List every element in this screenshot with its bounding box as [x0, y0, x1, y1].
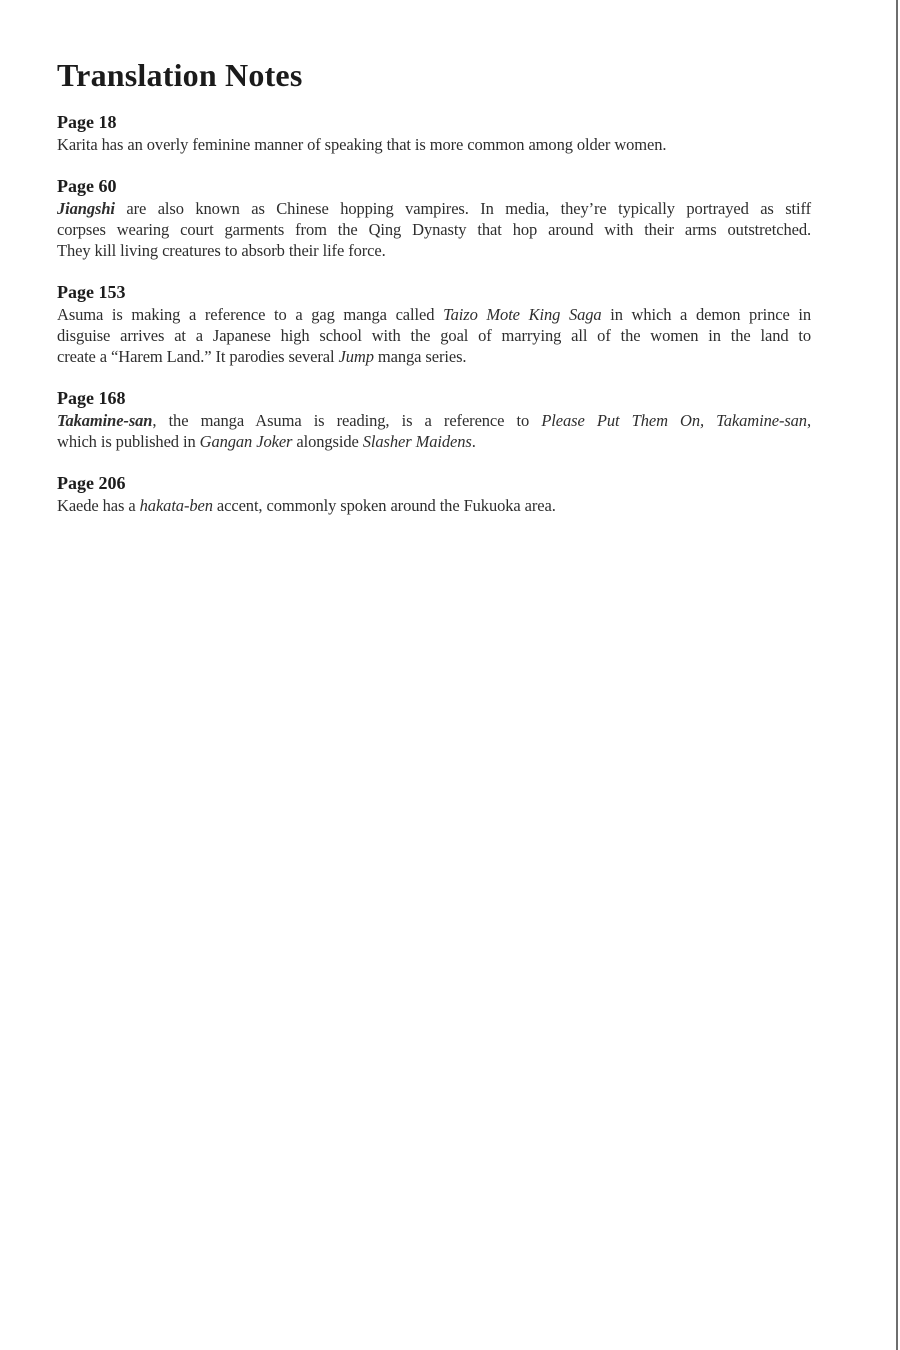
text-line [57, 219, 811, 240]
text-run: . [471, 432, 476, 451]
text-run: disguise arrives at a Japanese high school with the goal of marrying all of the women in the land to [57, 326, 811, 345]
text-run: They kill living creatures to absorb their life force. [57, 241, 386, 260]
section-heading: Page 153 [57, 282, 126, 302]
note-section [57, 177, 811, 261]
text-run: Karita has an overly feminine manner of speaking that is more common among older women. [57, 135, 667, 154]
note-section [57, 474, 811, 516]
section-heading: Page 206 [57, 473, 126, 493]
term-italic: Jump [338, 347, 374, 366]
notes-section-list [57, 113, 811, 516]
note-section [57, 283, 811, 367]
text-run: in which a demon prince in [601, 305, 811, 324]
term-italic: Please Put Them On, Takamine-san [541, 411, 807, 430]
section-heading: Page 60 [57, 176, 117, 196]
text-run: accent, commonly spoken around the Fukuoka area. [212, 496, 556, 515]
text-line [57, 325, 811, 346]
term-italic: Gangan Joker [199, 432, 293, 451]
term-italic: Taizo Mote King Saga [443, 305, 602, 324]
text-line [57, 431, 811, 452]
text-run: manga series. [373, 347, 467, 366]
note-section [57, 389, 811, 452]
section-paragraph [57, 304, 811, 367]
text-run: create a “Harem Land.” It parodies several [57, 347, 339, 366]
text-line [57, 410, 811, 431]
term-italic: Slasher Maidens [362, 432, 472, 451]
text-line [57, 495, 811, 516]
section-heading: Page 168 [57, 388, 126, 408]
section-paragraph [57, 198, 811, 261]
text-run: which is published in [57, 432, 200, 451]
text-run: corpses wearing court garments from the Qing Dynasty that hop around with their arms outstretched. [57, 220, 811, 239]
term-bold-italic: Jiangshi [57, 199, 115, 218]
text-run: alongside [292, 432, 363, 451]
text-run: Kaede has a [57, 496, 140, 515]
text-line [57, 346, 811, 367]
page-content [57, 0, 811, 538]
text-run: are also known as Chinese hopping vampires. In media, they’re typically portrayed as stiff [114, 199, 811, 218]
text-line [57, 198, 811, 219]
section-paragraph [57, 134, 811, 155]
note-section [57, 113, 811, 155]
page-title: Translation Notes [57, 57, 303, 93]
text-run: Asuma is making a reference to a gag manga called [57, 305, 444, 324]
term-italic: hakata-ben [139, 496, 213, 515]
text-line [57, 240, 811, 261]
text-line [57, 134, 811, 155]
text-run: , the manga Asuma is reading, is a reference to [152, 411, 542, 430]
term-bold-italic: Takamine-san [57, 411, 153, 430]
section-paragraph [57, 495, 811, 516]
section-heading: Page 18 [57, 112, 117, 132]
section-paragraph [57, 410, 811, 452]
text-line [57, 304, 811, 325]
page-edge-rule [896, 0, 898, 1350]
text-run: , [806, 411, 811, 430]
